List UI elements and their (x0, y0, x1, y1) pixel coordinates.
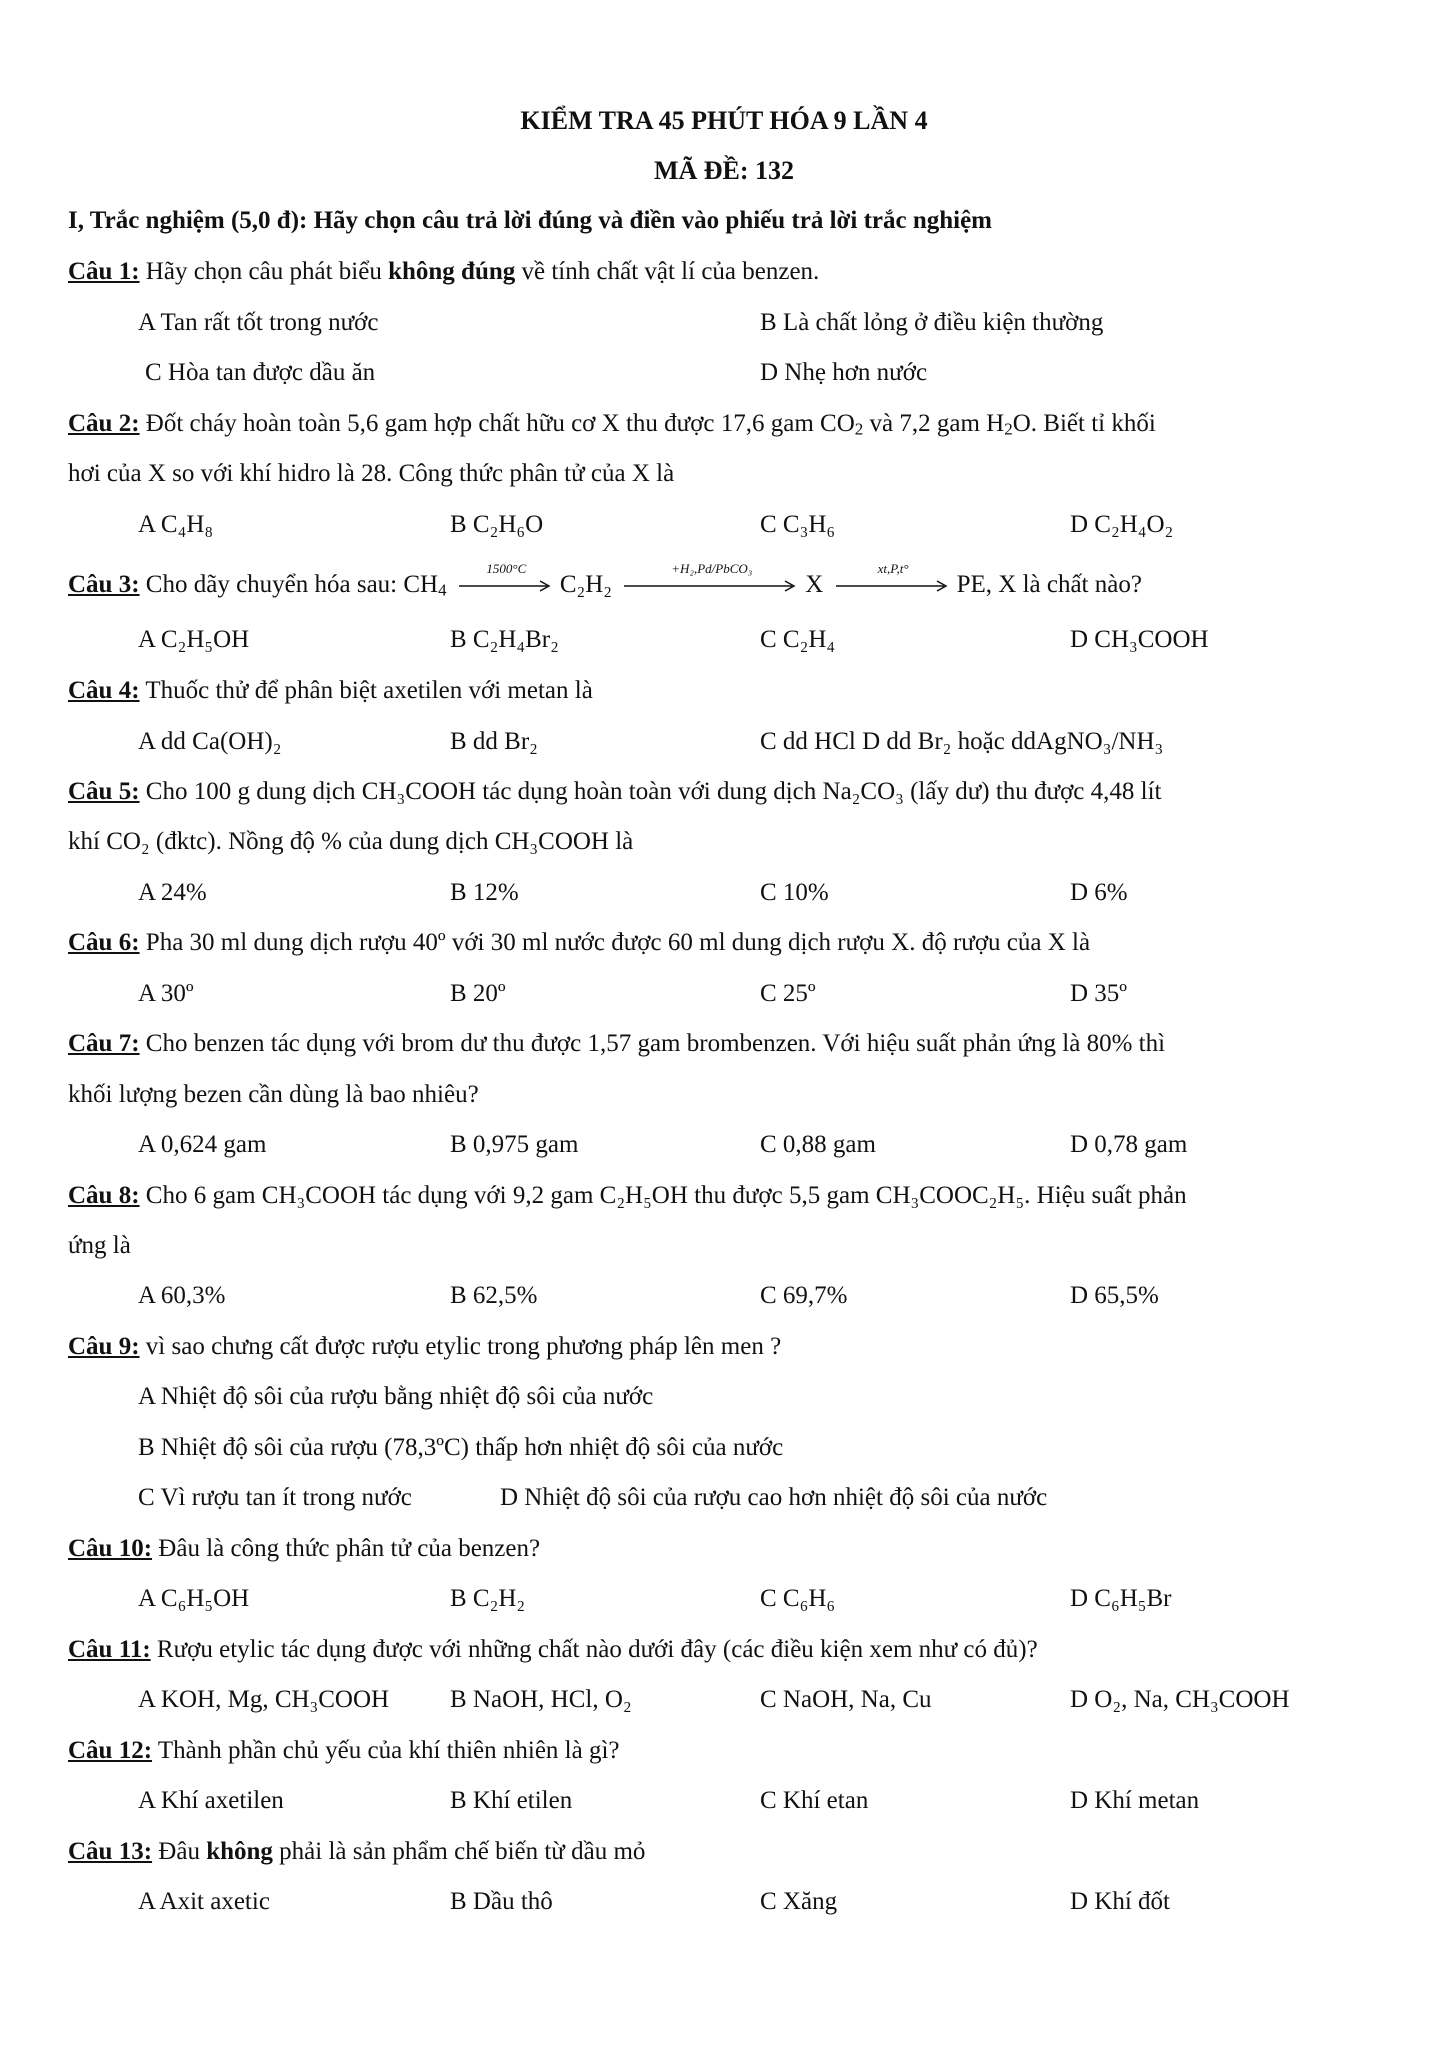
q2-option-c: C C₃H₆ (760, 511, 836, 538)
question-emphasis: không đúng (388, 258, 516, 285)
question-2: Câu 2: Đốt cháy hoàn toàn 5,6 gam hợp chất hữu cơ X thu được 17,6 gam $CO_2$ và 7,2 gam $H_2O$. Biết tỉ khối (68, 410, 1156, 439)
question-13 (68, 1839, 645, 1864)
q1-option-d: D Nhẹ hơn nước (760, 359, 928, 386)
q11-option-c: C NaOH, Na, Cu (760, 1686, 932, 1713)
question-text: Cho 100 g dung dịch CH₃COOH tác dụng hoàn toàn với dung dịch Na₂CO₃ (lấy dư) thu được 4,48 lít (139, 778, 1162, 805)
question-label: Câu 1: (68, 258, 140, 285)
q12-option-a: A Khí axetilen (138, 1787, 284, 1814)
question-text: vì sao chưng cất được rượu etylic trong phương pháp lên men ? (139, 1333, 782, 1360)
q9-option-d: D Nhiệt độ sôi của rượu cao hơn nhiệt độ sôi của nước (500, 1484, 1048, 1511)
q12-option-c: C Khí etan (760, 1787, 869, 1814)
question-text: và 7,2 gam H (863, 410, 1005, 437)
arrow-condition: xt,P,t° (877, 561, 909, 577)
q4-option-b: B dd Br₂ (450, 728, 538, 755)
q10-option-a: A C₆H₅OH (138, 1585, 250, 1612)
q5-option-c: C 10% (760, 879, 829, 906)
q6-option-c: C 25º (760, 980, 816, 1007)
q13-option-a: A Axit axetic (138, 1888, 270, 1915)
compound: C₂H₂ (559, 571, 613, 598)
q11-option-d: D O₂, Na, CH₃COOH (1070, 1686, 1290, 1713)
question-text: Cho 6 gam CH₃COOH tác dụng với 9,2 gam C₂H₅OH thu được 5,5 gam CH₃COOC₂H₅. Hiệu suất phản (139, 1182, 1187, 1209)
reaction-arrow-2 (624, 561, 799, 592)
compound: X (805, 571, 824, 598)
q4-option-c-d: C dd HCl D dd Br₂ hoặc ddAgNO₃/NH₃ (760, 728, 1164, 755)
q7-option-a: A 0,624 gam (138, 1131, 267, 1158)
question-label: Câu 9: (68, 1333, 140, 1360)
question-text: Thành phần chủ yếu của khí thiên nhiên là gì? (152, 1737, 620, 1764)
question-text: Pha 30 ml dung dịch rượu 40º với 30 ml nước được 60 ml dung dịch rượu X. độ rượu của X là (139, 929, 1091, 956)
q6-option-d: D 35º (1070, 980, 1128, 1007)
q12-option-b: B Khí etilen (450, 1787, 573, 1814)
q3-option-c: C C₂H₄ (760, 626, 836, 653)
reaction-arrow-1 (459, 561, 554, 592)
question-text: Đốt cháy hoàn toàn 5,6 gam hợp chất hữu cơ X thu được 17,6 gam CO (139, 410, 855, 437)
q2-option-d: D C₂H₄O₂ (1070, 511, 1174, 538)
question-3: Câu 3: Cho dãy chuyển hóa sau: $CH_4$ 1500°C C₂H₂ +H₂,Pd/PbCO₃ X xt,P,t° PE, X là chất nào? (68, 561, 1142, 600)
question-text: Rượu etylic tác dụng được với những chất nào dưới đây (các điều kiện xem như có đủ)? (150, 1636, 1038, 1663)
question-label: Câu 4: (68, 677, 140, 704)
question-text: Đâu là công thức phân tử của benzen? (152, 1535, 541, 1562)
question-text: PE, X là chất nào? (956, 571, 1142, 598)
q13-option-b: B Dầu thô (450, 1888, 553, 1915)
question-5 (68, 779, 1161, 804)
q13-option-c: C Xăng (760, 1888, 838, 1915)
question-7 (68, 1031, 1165, 1056)
q10-option-b: B C₂H₂ (450, 1585, 526, 1612)
q1-option-b: B Là chất lỏng ở điều kiện thường (760, 309, 1104, 336)
question-5-line-2: khí CO₂ (đktc). Nồng độ % của dung dịch CH₃COOH là (68, 828, 634, 855)
question-label: Câu 13: (68, 1838, 153, 1865)
question-text: Cho benzen tác dụng với brom dư thu được 1,57 gam brombenzen. Với hiệu suất phản ứng là 80% thì (139, 1030, 1166, 1057)
question-10 (68, 1536, 540, 1561)
q2-option-a: A C₄H₈ (138, 511, 214, 538)
q7-option-c: C 0,88 gam (760, 1131, 876, 1158)
question-2-line-2: hơi của X so với khí hidro là 28. Công thức phân tử của X là (68, 460, 675, 487)
q1-option-a: A Tan rất tốt trong nước (138, 309, 379, 336)
q11-option-b: B NaOH, HCl, O₂ (450, 1686, 632, 1713)
question-text: Cho dãy chuyển hóa sau: CH (139, 571, 439, 598)
q9-option-c: C Vì rượu tan ít trong nước (138, 1484, 412, 1511)
q1-option-c: C Hòa tan được dầu ăn (145, 359, 376, 386)
q3-option-d: D CH₃COOH (1070, 626, 1209, 653)
q10-option-c: C C₆H₆ (760, 1585, 836, 1612)
q3-option-b: B C₂H₄Br₂ (450, 626, 559, 653)
q5-option-d: D 6% (1070, 879, 1128, 906)
q12-option-d: D Khí metan (1070, 1787, 1200, 1814)
q11-option-a: A KOH, Mg, CH₃COOH (138, 1686, 390, 1713)
exam-code: MÃ ĐỀ: 132 (653, 156, 795, 185)
q8-option-d: D 65,5% (1070, 1282, 1159, 1309)
question-6 (68, 930, 1090, 955)
q7-option-b: B 0,975 gam (450, 1131, 579, 1158)
question-11 (68, 1637, 1038, 1662)
q7-option-d: D 0,78 gam (1070, 1131, 1188, 1158)
question-9 (68, 1334, 781, 1359)
question-label: Câu 8: (68, 1182, 140, 1209)
q8-option-a: A 60,3% (138, 1282, 226, 1309)
q6-option-a: A 30º (138, 980, 194, 1007)
reaction-arrow-3 (836, 561, 951, 592)
section-heading: I, Trắc nghiệm (5,0 đ): Hãy chọn câu trả lời đúng và điền vào phiếu trả lời trắc nghiệm (68, 207, 993, 234)
question-8-line-2: ứng là (68, 1232, 131, 1259)
q9-option-a: A Nhiệt độ sôi của rượu bằng nhiệt độ sôi của nước (138, 1383, 654, 1410)
question-label: Câu 10: (68, 1535, 153, 1562)
question-text: Thuốc thử để phân biệt axetilen với metan là (139, 677, 593, 704)
q9-option-b: B Nhiệt độ sôi của rượu (78,3ºC) thấp hơn nhiệt độ sôi của nước (138, 1434, 784, 1461)
q5-option-b: B 12% (450, 879, 519, 906)
exam-title: KIỂM TRA 45 PHÚT HÓA 9 LẦN 4 (520, 106, 928, 135)
question-text: Đâu (152, 1838, 207, 1865)
question-label: Câu 7: (68, 1030, 140, 1057)
arrow-condition: 1500°C (486, 561, 527, 577)
q6-option-b: B 20º (450, 980, 506, 1007)
question-text: O. Biết tỉ khối (1012, 410, 1156, 437)
question-label: Câu 3: (68, 571, 140, 598)
question-label: Câu 2: (68, 410, 140, 437)
question-label: Câu 5: (68, 778, 140, 805)
q4-option-a: A dd Ca(OH)₂ (138, 728, 282, 755)
question-label: Câu 11: (68, 1636, 151, 1663)
q5-option-a: A 24% (138, 879, 207, 906)
question-8 (68, 1183, 1187, 1208)
arrow-condition: +H₂,Pd/PbCO₃ (671, 561, 753, 577)
q8-option-c: C 69,7% (760, 1282, 848, 1309)
question-label: Câu 12: (68, 1737, 153, 1764)
question-text: về tính chất vật lí của benzen. (515, 258, 820, 285)
arrow-icon (459, 580, 554, 592)
question-12 (68, 1738, 620, 1763)
question-label: Câu 6: (68, 929, 140, 956)
q10-option-d: D C₆H₅Br (1070, 1585, 1172, 1612)
question-text: phải là sản phẩm chế biến từ dầu mỏ (272, 1838, 646, 1865)
question-1 (68, 259, 819, 284)
q3-option-a: A C₂H₅OH (138, 626, 250, 653)
arrow-icon (624, 580, 799, 592)
q8-option-b: B 62,5% (450, 1282, 538, 1309)
q2-option-b: B C₂H₆O (450, 511, 544, 538)
question-4 (68, 678, 593, 703)
question-text: Hãy chọn câu phát biểu (139, 258, 389, 285)
question-7-line-2: khối lượng bezen cần dùng là bao nhiêu? (68, 1081, 479, 1108)
q13-option-d: D Khí đốt (1070, 1888, 1170, 1915)
arrow-icon (836, 580, 951, 592)
question-emphasis: không (206, 1838, 273, 1865)
